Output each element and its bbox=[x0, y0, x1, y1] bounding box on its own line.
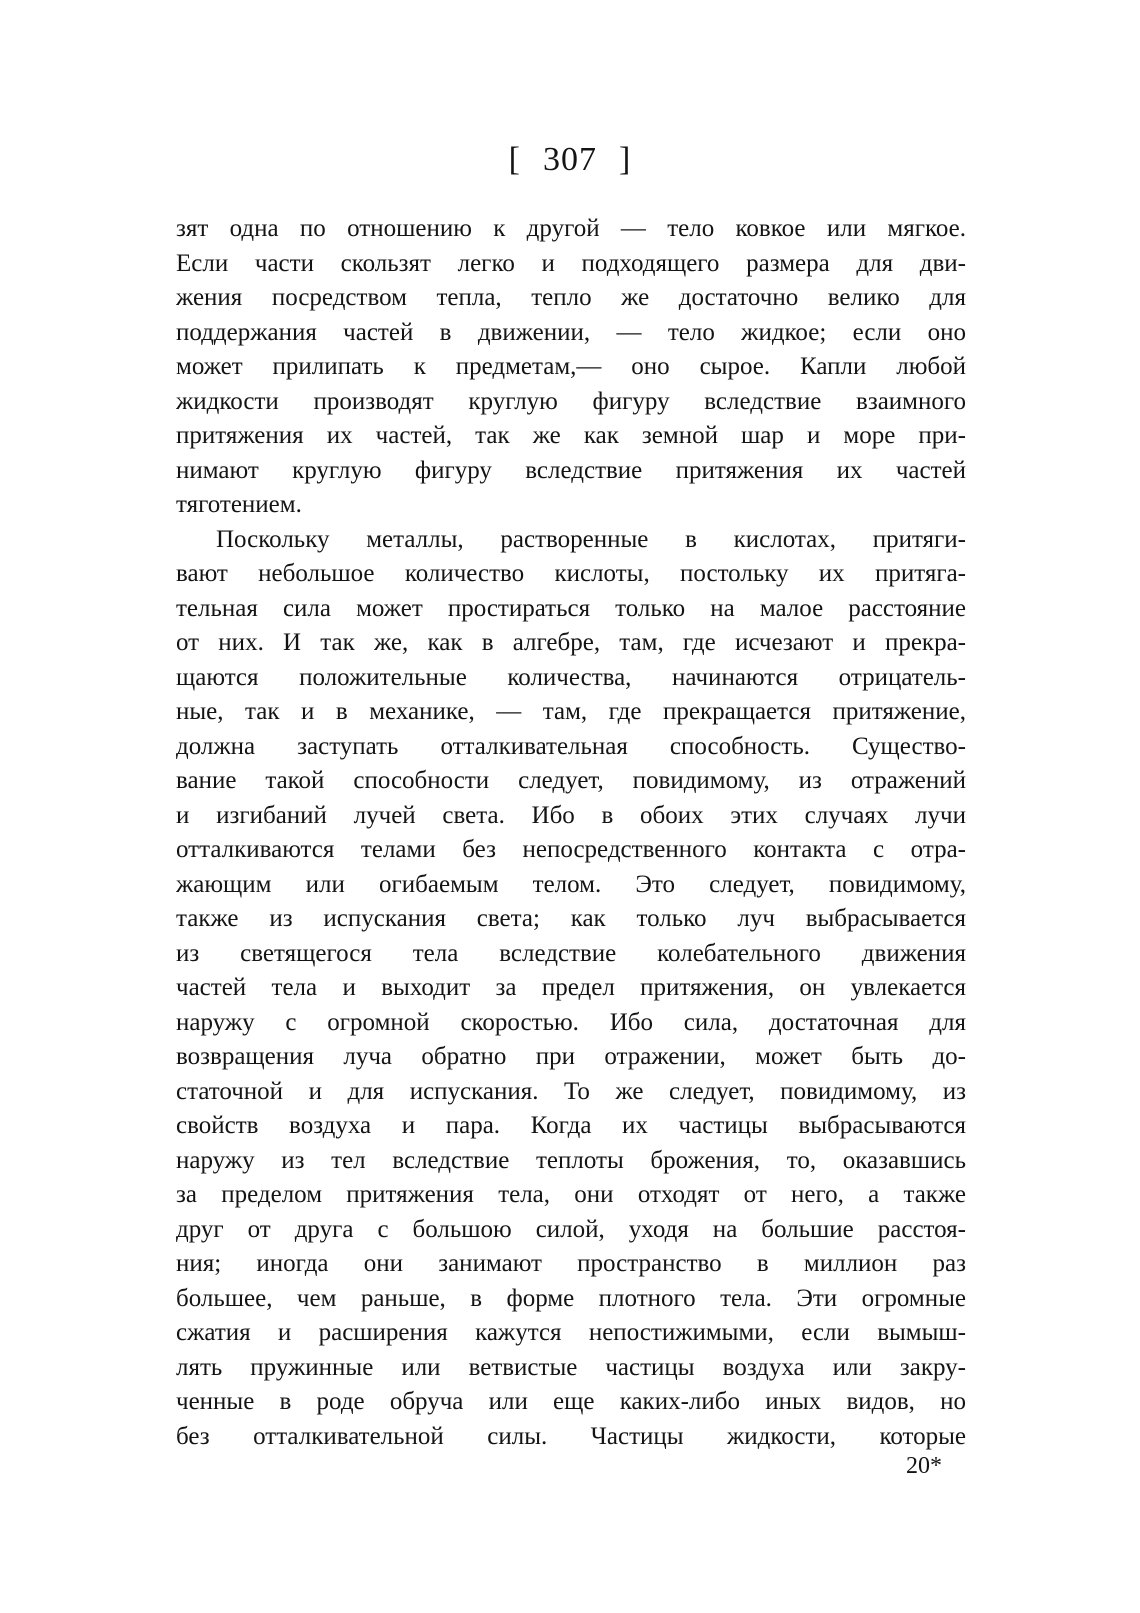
text-line: должна заступать отталкивательная способность. Существо- bbox=[176, 732, 966, 760]
text-line: из светящегося тела вследствие колебательного движения bbox=[176, 939, 966, 967]
text-line: отталкиваются телами без непосредственного контакта с отра- bbox=[176, 836, 966, 863]
text-line: друг от друга с большою силой, уходя на большие расстоя- bbox=[176, 1215, 966, 1243]
text-line: свойств воздуха и пара. Когда их частицы выбрасываются bbox=[176, 1112, 966, 1139]
text-line: нимают круглую фигуру вследствие притяжения их частей bbox=[176, 456, 966, 484]
text-line: также из испускания света; как только луч выбрасывается bbox=[176, 905, 966, 932]
paragraph-start-line: Поскольку металлы, растворенные в кислотах, притяги- bbox=[216, 525, 966, 553]
text-line: ные, так и в механике, — там, где прекращается притяжение, bbox=[176, 698, 966, 725]
text-line: тяготением. bbox=[176, 491, 302, 518]
text-line: наружу с огромной скоростью. Ибо сила, достаточная для bbox=[176, 1008, 966, 1036]
bracket-close: ] bbox=[619, 141, 632, 178]
text-line: притяжения их частей, так же как земной шар и море при- bbox=[176, 422, 966, 449]
text-line: статочной и для испускания. То же следует, повидимому, из bbox=[176, 1077, 966, 1105]
text-line: зят одна по отношению к другой — тело ковкое или мягкое. bbox=[176, 215, 966, 242]
page-number-header bbox=[0, 140, 1140, 180]
text-line: за пределом притяжения тела, они отходят от него, а также bbox=[176, 1181, 966, 1208]
text-line: без отталкивательной силы. Частицы жидкости, которые bbox=[176, 1422, 966, 1450]
text-line: вание такой способности следует, повидимому, из отражений bbox=[176, 767, 966, 794]
text-line: может прилипать к предметам,— оно сырое. Капли любой bbox=[176, 353, 966, 380]
text-line: частей тела и выходит за предел притяжения, он увлекается bbox=[176, 974, 966, 1001]
text-line: вают небольшое количество кислоты, постольку их притяга- bbox=[176, 560, 966, 587]
body-text bbox=[176, 212, 966, 1454]
text-line: тельная сила может простираться только на малое расстояние bbox=[176, 594, 966, 622]
text-line: ния; иногда они занимают пространство в миллион раз bbox=[176, 1250, 966, 1277]
text-line: и изгибаний лучей света. Ибо в обоих этих случаях лучи bbox=[176, 801, 966, 829]
bracket-open: [ bbox=[508, 141, 521, 178]
signature-mark: 20* bbox=[906, 1453, 942, 1479]
text-line: возвращения луча обратно при отражении, может быть до- bbox=[176, 1043, 966, 1070]
text-line: от них. И так же, как в алгебре, там, где исчезают и прекра- bbox=[176, 629, 966, 656]
text-line: наружу из тел вследствие теплоты брожения, то, оказавшись bbox=[176, 1146, 966, 1174]
text-line: щаются положительные количества, начинаются отрицатель- bbox=[176, 663, 966, 691]
text-line: поддержания частей в движении, — тело жидкое; если оно bbox=[176, 318, 966, 346]
text-line: жения посредством тепла, тепло же достаточно велико для bbox=[176, 284, 966, 311]
text-line: сжатия и расширения кажутся непостижимыми, если вымыш- bbox=[176, 1319, 966, 1346]
text-line: большее, чем раньше, в форме плотного тела. Эти огромные bbox=[176, 1284, 966, 1312]
text-line: жидкости производят круглую фигуру вследствие взаимного bbox=[176, 387, 966, 415]
text-line: лять пружинные или ветвистые частицы воздуха или закру- bbox=[176, 1353, 966, 1381]
page-number: 307 bbox=[543, 141, 597, 178]
text-line: жающим или огибаемым телом. Это следует, повидимому, bbox=[176, 870, 966, 898]
text-line: ченные в роде обруча или еще каких-либо иных видов, но bbox=[176, 1388, 966, 1415]
text-line: Если части скользят легко и подходящего размера для дви- bbox=[176, 249, 966, 277]
